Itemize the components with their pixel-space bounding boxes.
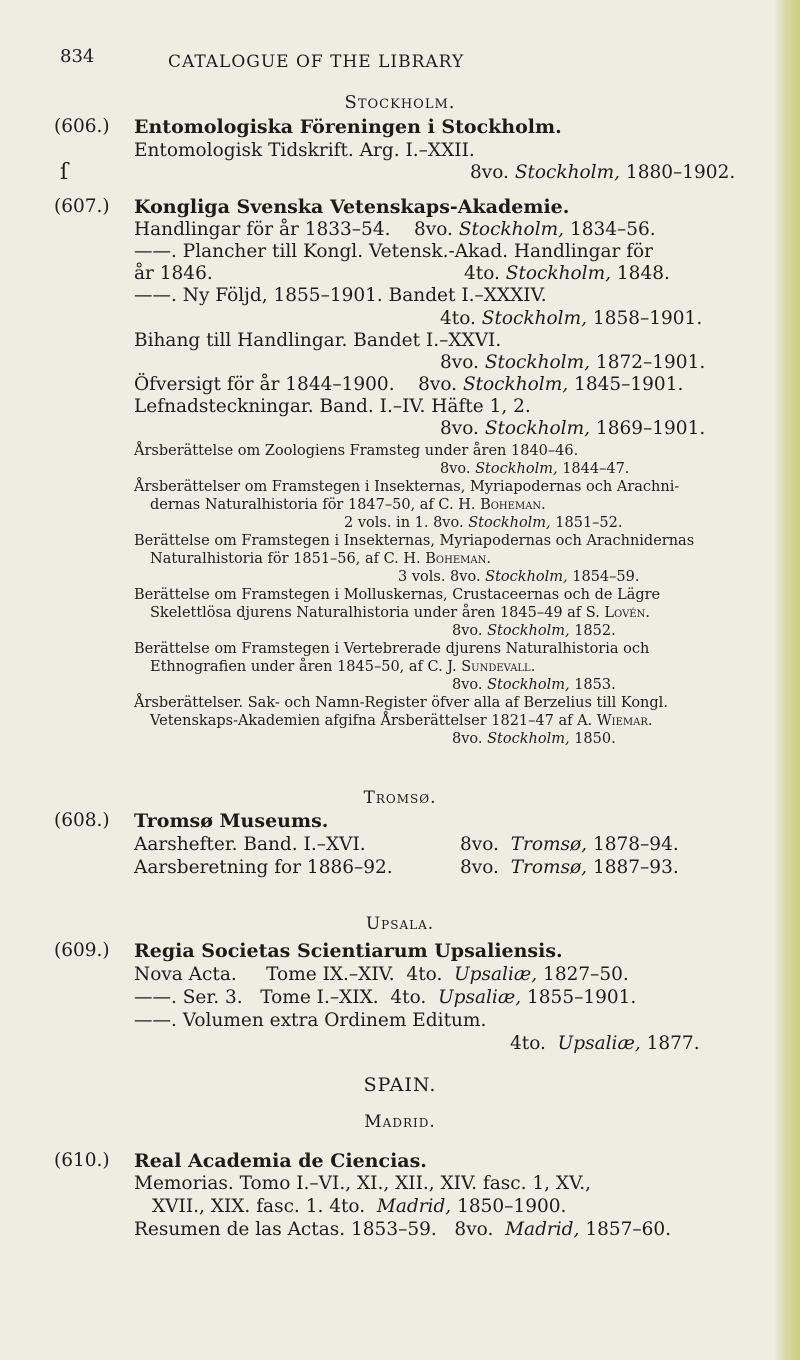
sub-entry-line: Ethnografien under åren 1845–50, af C. J. Sundevall.	[150, 659, 536, 675]
entry-imprint: 4to. Upsaliæ, 1877.	[510, 1033, 700, 1054]
sub-entry-imprint: 3 vols. 8vo. Stockholm, 1854–59.	[398, 569, 640, 585]
sub-entry-line: Årsberättelser om Framstegen i Insekternas, Myriapodernas och Arachni-	[134, 479, 680, 495]
entry-heading-610: Real Academia de Ciencias.	[134, 1150, 427, 1172]
section-spain: SPAIN.	[363, 1074, 437, 1096]
sub-entry-imprint: 8vo. Stockholm, 1850.	[452, 731, 616, 747]
entry-line: ——. Plancher till Kongl. Vetensk.-Akad. Handlingar för	[134, 241, 654, 262]
entry-line: Memorias. Tomo I.–VI., XI., XII., XIV. fasc. 1, XV.,	[134, 1173, 591, 1194]
scan-edge	[774, 0, 800, 1360]
sub-entry-line: dernas Naturalhistoria för 1847–50, af C. H. Boheman.	[150, 497, 546, 513]
entry-imprint: 8vo. Stockholm, 1880–1902.	[470, 162, 736, 183]
entry-line: Bihang till Handlingar. Bandet I.–XXVI.	[134, 330, 502, 351]
sub-entry-line: Berättelse om Framstegen i Insekternas, Myriapodernas och Arachnidernas	[134, 533, 695, 549]
entry-line: Handlingar för år 1833–54. 8vo. Stockholm, 1834–56.	[134, 219, 656, 240]
sub-entry-line: Berättelse om Framstegen i Vertebrerade djurens Naturalhistoria och	[134, 641, 650, 657]
entry-heading-608: Tromsø Museums.	[134, 810, 329, 832]
sub-entry-imprint: 2 vols. in 1. 8vo. Stockholm, 1851–52.	[344, 515, 623, 531]
entry-line: Nova Acta. Tome IX.–XIV. 4to. Upsaliæ, 1827–50.	[134, 964, 629, 985]
entry-imprint: 8vo. Tromsø, 1887–93.	[460, 857, 679, 878]
entry-imprint: 8vo. Tromsø, 1878–94.	[460, 834, 679, 855]
entry-line: ——. Volumen extra Ordinem Editum.	[134, 1010, 487, 1031]
entry-line: XVII., XIX. fasc. 1. 4to. Madrid, 1850–1900.	[152, 1196, 567, 1217]
entry-imprint: 8vo. Stockholm, 1872–1901.	[440, 352, 706, 373]
entry-imprint: 4to. Stockholm, 1848.	[464, 263, 670, 284]
sub-entry-imprint: 8vo. Stockholm, 1853.	[452, 677, 616, 693]
entry-line: Entomologisk Tidskrift. Arg. I.–XXII.	[134, 140, 475, 161]
entry-line: Aarshefter. Band. I.–XVI.	[134, 834, 366, 855]
entry-number-609: (609.)	[54, 940, 110, 961]
entry-heading-609: Regia Societas Scientiarum Upsaliensis.	[134, 940, 563, 962]
entry-number-608: (608.)	[54, 810, 110, 831]
section-upsala: Upsala.	[365, 914, 435, 934]
pencil-mark: ſ	[60, 160, 69, 185]
running-head: CATALOGUE OF THE LIBRARY	[168, 52, 465, 72]
section-stockholm: Stockholm.	[344, 92, 456, 113]
entry-heading-607: Kongliga Svenska Vetenskaps-Akademie.	[134, 196, 570, 218]
entry-imprint: 4to. Stockholm, 1858–1901.	[440, 308, 703, 329]
entry-line: Öfversigt för år 1844–1900. 8vo. Stockholm, 1845–1901.	[134, 374, 684, 395]
sub-entry-line: Årsberättelse om Zoologiens Framsteg under åren 1840–46.	[134, 443, 579, 459]
entry-line: Resumen de las Actas. 1853–59. 8vo. Madrid, 1857–60.	[134, 1219, 672, 1240]
sub-entry-line: Vetenskaps-Akademien afgifna Årsberättelser 1821–47 af A. Wiemar.	[150, 713, 653, 729]
sub-entry-line: Naturalhistoria för 1851–56, af C. H. Boheman.	[150, 551, 491, 567]
entry-line: år 1846.	[134, 263, 213, 284]
sub-entry-imprint: 8vo. Stockholm, 1852.	[452, 623, 616, 639]
sub-entry-line: Skelettlösa djurens Naturalhistoria under åren 1845–49 af S. Lovén.	[150, 605, 650, 621]
section-madrid: Madrid.	[364, 1112, 436, 1132]
entry-line: Lefnadsteckningar. Band. I.–IV. Häfte 1, 2.	[134, 396, 531, 417]
section-tromso: Tromsø.	[363, 788, 437, 808]
sub-entry-line: Berättelse om Framstegen i Molluskernas, Crustaceernas och de Lägre	[134, 587, 661, 603]
page-number: 834	[60, 46, 95, 67]
entry-line: ——. Ny Följd, 1855–1901. Bandet I.–XXXIV.	[134, 285, 547, 306]
entry-imprint: 8vo. Stockholm, 1869–1901.	[440, 418, 706, 439]
entry-number-607: (607.)	[54, 196, 110, 217]
sub-entry-imprint: 8vo. Stockholm, 1844–47.	[440, 461, 630, 477]
entry-line: Aarsberetning for 1886–92.	[134, 857, 393, 878]
sub-entry-line: Årsberättelser. Sak- och Namn-Register öfver alla af Berzelius till Kongl.	[134, 695, 668, 711]
entry-number-610: (610.)	[54, 1150, 110, 1171]
entry-number-606: (606.)	[54, 116, 110, 137]
entry-line: ——. Ser. 3. Tome I.–XIX. 4to. Upsaliæ, 1855–1901.	[134, 987, 637, 1008]
entry-heading-606: Entomologiska Föreningen i Stockholm.	[134, 116, 562, 138]
